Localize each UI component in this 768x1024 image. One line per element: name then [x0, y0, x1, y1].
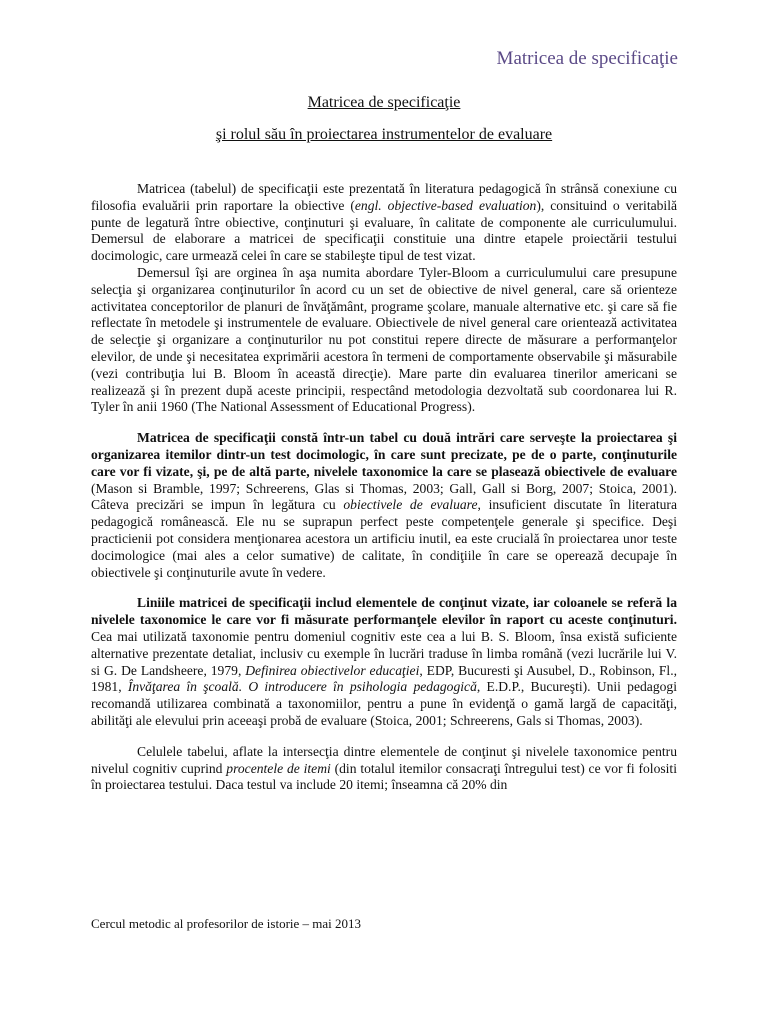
italic-run: Definirea obiectivelor educaţiei	[245, 662, 420, 678]
text-run: Cea mai utilizată taxonomie pentru domeniul cognitiv este cea a lui B. S. Bloom, însa există suficiente alternative prezentate detaliat, inclusiv cu exemple în lucrări traduse în limba română (vezi lucrările lui V. si G. De Landsheere, 1979,	[91, 628, 677, 678]
paragraph-4	[91, 595, 677, 729]
bold-run: Liniile matricei de specificaţii includ elementele de conţinut vizate, iar coloanele se referă la nivelele taxonomice le care vor fi măsurate performanţele elevilor în raport cu aceste conţinuturi.	[91, 595, 677, 628]
paragraph-2: Demersul îşi are orginea în aşa numita abordare Tyler-Bloom a curriculumului care presupune selecţia şi organizarea conţinuturilor în acord cu un set de obiective de nivel general, care să orienteze activitatea conceptorilor de planuri de învăţământ, programe şcolare, manuale alternative etc. şi care să fie reflectate în metodele şi instrumentele de evaluare. Obiectivele de nivel general care orientează activitatea de selecţie şi organizare a conţinuturilor nu pot constitui repere directe de măsurare a performanţelor elevilor, de unde şi necesitatea exprimării acestora în termeni de comportamente observabile şi măsurabile (vezi contribuţia lui B. Bloom în această direcţie). Mare parte din evaluarea tinerilor americani se realizează şi în prezent după aceste principii, respectând metodologia dezvoltată sub coordonarea lui R. Tyler în anii 1960 (The National Assessment of Educational Progress).	[91, 264, 677, 415]
italic-run: obiectivele de evaluare	[343, 497, 478, 513]
document-body	[91, 181, 677, 794]
text-run: (din totalul itemilor consacraţi întregului test) ce vor fi folositi în proiectarea testului. Daca testul va include 20 itemi; înseamna că 20% din	[91, 760, 677, 793]
text-run: (Mason si Bramble, 1997; Schreerens, Glas si Thomas, 2003; Gall, Gall si Borg, 2007; Stoica, 2001). Câteva precizări se impun în legătura cu	[91, 480, 677, 513]
page-footer: Cercul metodic al profesorilor de istorie – mai 2013	[91, 916, 362, 931]
page-title: Matricea de specificaţie	[307, 94, 461, 111]
bold-run: Matricea de specificaţii constă într-un tabel cu două intrări care serveşte la proiectarea şi organizarea itemilor dintr-un test docimologic, în care sunt precizate, pe de o parte, conţinuturile care vor fi vizate, şi, pe de altă parte, nivelele taxonomice la care se plasează obiectivele de evaluare	[91, 430, 677, 479]
paragraph-5	[91, 744, 677, 794]
text-run: Celulele tabelui, aflate la intersecţia dintre elementele de conţinut şi nivelele taxonomice pentru nivelul cognitiv cuprind	[91, 743, 677, 776]
page-subtitle: şi rolul său în proiectarea instrumentelor de evaluare	[215, 126, 553, 143]
text-run: , insuficient discutate în literatura pedagogică românească. Ele nu se suprapun perfect peste competenţele generale şi specifice. Deşi practicienii pot considera menţionarea acestora un artificiu inutil, ea este crucială în proiectarea unor teste docimologice (mai ales a celor sumative) de calitate, în condiţiile în care se operează decupaje în obiectivele şi conţinuturile avute în vedere.	[91, 497, 677, 580]
text-run: Matricea (tabelul) de specificaţii este prezentată în literatura pedagogică în strânsă conexiune cu filosofia evaluării prin raportare la obiective (	[91, 181, 677, 213]
italic-run: engl. objective-based evaluation	[354, 197, 537, 213]
text-run: , EDP, Bucuresti şi Ausubel, D., Robinson, Fl., 1981,	[91, 662, 677, 695]
italic-run: Învăţarea în şcoală. O introducere în psihologia pedagogică	[127, 679, 477, 695]
paragraph-1	[91, 181, 677, 265]
text-run: , E.D.P., Bucureşti). Unii pedagogi recomandă utilizarea combinată a taxonomiilor, pentru a pune în evidenţă o gamă largă de capacităţi, abilităţi ale elevului prin aceeaşi probă de evaluare (Stoica, 2001; Schreerens, Gals si Thomas, 2003).	[91, 679, 678, 728]
paragraph-3	[91, 430, 677, 581]
running-header: Matricea de specificaţie	[496, 48, 678, 69]
italic-run: procentele de itemi	[226, 760, 331, 776]
text-run: ), consituind o veritabilă punte de legatură între obiective, conţinuturi şi evaluare, în calitate de componente ale curriculumului. Demersul de elaborare a matricei de specificaţii constituie una dintre etapele proiectării testului docimologic, care urmează celei în care se stabileşte tipul de test vizat.	[91, 197, 678, 264]
